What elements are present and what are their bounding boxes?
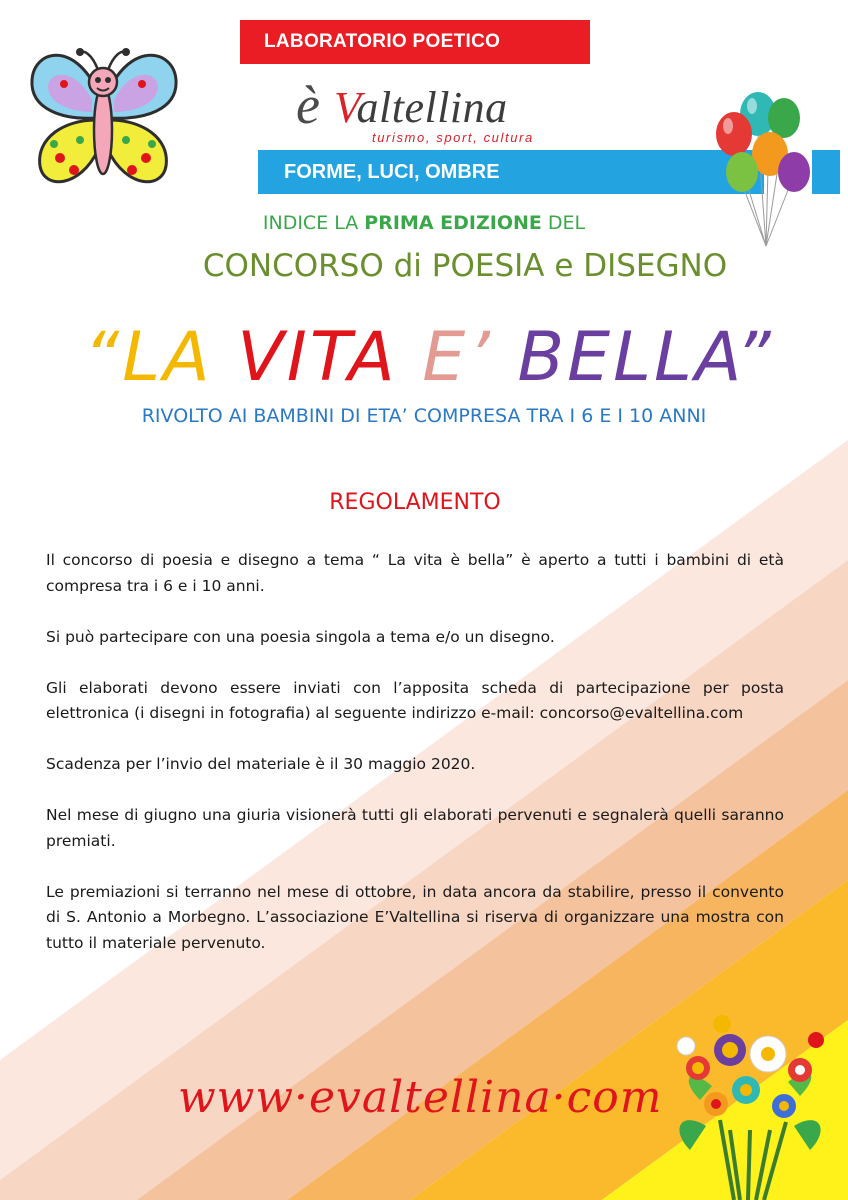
rules-paragraph: Gli elaborati devono essere inviati con l’apposita scheda di partecipazione per posta elettronica (i disegni in fotografia) al seguente indirizzo e-mail: concorso@evaltellina.com <box>46 678 784 722</box>
rules-paragraph: Le premiazioni si terranno nel mese di ottobre, in data ancora da stabilire, presso il convento di S. Antonio a Morbegno. L’associazione E’Valtellina si riserva di organizzare una mostra con tutto il materiale pervenuto. <box>46 882 784 952</box>
rules-body <box>46 548 784 982</box>
rules-paragraph: Il concorso di poesia e disegno a tema “ La vita è bella” è aperto a tutti i bambini di età compresa tra i 6 e i 10 anni. <box>46 551 784 595</box>
title-word-vita: VITA <box>237 318 398 397</box>
main-title <box>84 318 774 397</box>
rules-paragraph: Si può partecipare con una poesia singola a tema e/o un disegno. <box>46 627 555 646</box>
top-banner-laboratorio <box>240 20 590 64</box>
evaltellina-logo <box>296 72 576 150</box>
balloons-illustration <box>706 88 816 248</box>
audience-line: RIVOLTO AI BAMBINI DI ETA’ COMPRESA TRA I 6 E I 10 ANNI <box>141 405 707 427</box>
logo-e-letter: è <box>296 75 320 135</box>
title-open-quote: “ <box>84 318 123 397</box>
logo-name-rest: altellina <box>356 83 508 132</box>
website-link[interactable]: www·evaltellina·com <box>178 1072 663 1123</box>
logo-tagline: turismo, sport, cultura <box>372 130 534 145</box>
title-close-quote: ” <box>735 318 774 397</box>
logo-name-v: V <box>334 83 357 132</box>
contest-title: CONCORSO di POESIA e DISEGNO <box>202 248 728 284</box>
announce-part2: PRIMA EDIZIONE <box>364 212 542 234</box>
rules-heading: REGOLAMENTO <box>329 490 501 515</box>
flower-bouquet-illustration <box>660 1010 835 1200</box>
announce-part1: INDICE LA <box>262 212 365 234</box>
rules-paragraph: Scadenza per l’invio del materiale è il 30 maggio 2020. <box>46 755 476 773</box>
announce-part3: DEL <box>541 212 586 234</box>
top-banner-label: LABORATORIO POETICO <box>264 31 501 52</box>
title-word-bella: BELLA <box>517 318 736 397</box>
title-word-e: E’ <box>422 318 493 397</box>
title-word-la: LA <box>122 318 213 397</box>
butterfly-illustration <box>14 20 192 200</box>
blue-banner-label: FORME, LUCI, OMBRE <box>284 160 500 183</box>
rules-paragraph: Nel mese di giugno una giuria visionerà tutti gli elaborati pervenuti e segnalerà quelli saranno premiati. <box>46 806 784 850</box>
logo-name <box>334 82 508 133</box>
